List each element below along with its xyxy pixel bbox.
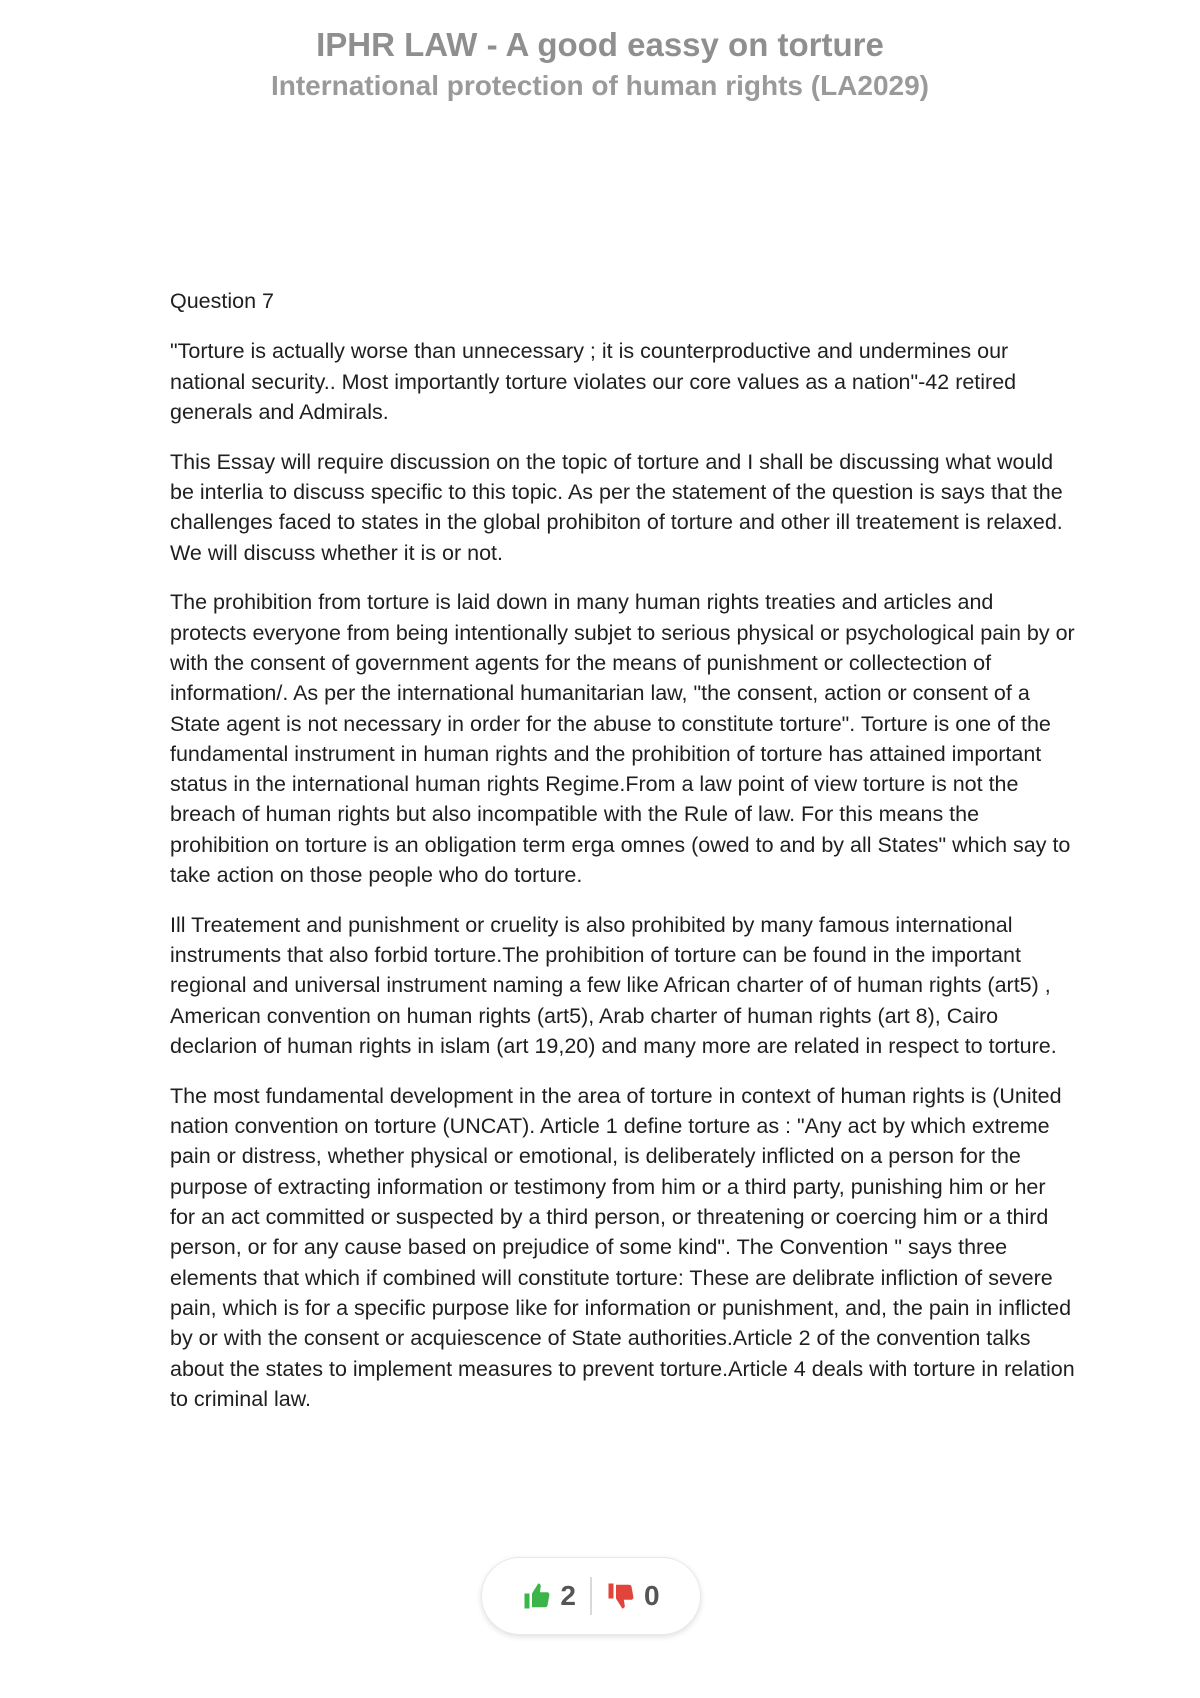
paragraph-ill-treatment: Ill Treatement and punishment or cruelity is also prohibited by many famous international instruments that also forbid torture.The prohibition of torture can be found in the important regional and universal instrument naming a few like African charter of of human rights (art5) , American convention on human rights (art5), Arab charter of human rights (art 8), Cairo declarion of human rights in islam (art 19,20) and many more are related in respect to torture. — [170, 912, 1057, 1059]
thumbs-down-icon — [606, 1581, 636, 1611]
paragraph-quote: "Torture is actually worse than unnecessary ; it is counterproductive and undermines our national security.. Most importantly torture violates our core values as a nation"-42 retired generals and Admirals. — [170, 339, 1017, 424]
vote-widget — [481, 1557, 701, 1635]
thumbs-up-icon — [522, 1581, 552, 1611]
downvote-button[interactable] — [592, 1580, 674, 1612]
question-heading: Question 7 — [170, 289, 274, 313]
upvote-count: 2 — [560, 1580, 576, 1611]
paragraph-intro: This Essay will require discussion on the topic of torture and I shall be discussing what would be interlia to discuss specific to this topic. As per the statement of the question is says that the challenges faced to states in the global prohibiton of torture and other ill treatement is relaxed. We will discuss whether it is or not. — [170, 449, 1063, 565]
paragraph-uncat: The most fundamental development in the area of torture in context of human rights is (United nation convention on torture (UNCAT). Article 1 define torture as : "Any act by which extreme pain or distress, whether physical or emotional, is deliberately inflicted on a person for the purpose of extracting information or testimony from him or a third party, punishing him or her for an act committed or suspected by a third person, or threatening or coercing him or a third person, or for any cause based on prejudice of some kind". The Convention " says three elements that which if combined will constitute torture: These are delibrate infliction of severe pain, which is for a specific purpose like for information or punishment, and, the pain in inflicted by or with the consent or acquiescence of State authorities.Article 2 of the convention talks about the states to implement measures to prevent torture.Article 4 deals with torture in relation to criminal law. — [170, 1083, 1075, 1411]
downvote-count: 0 — [644, 1580, 660, 1611]
paragraph-prohibition: The prohibition from torture is laid down in many human rights treaties and articles and protects everyone from being intentionally subjet to serious physical or psychological pain by or with the consent of government agents for the means of punishment or collectection of information/. As per the international humanitarian law, "the consent, action or consent of a State agent is not necessary in order for the abuse to constitute torture". Torture is one of the fundamental instrument in human rights and the prohibition of torture has attained important status in the international human rights Regime.From a law point of view torture is not the breach of human rights but also incompatible with the Rule of law. For this means the prohibition on torture is an obligation term erga omnes (owed to and by all States" which say to take action on those people who do torture. — [170, 590, 1075, 888]
course-subtitle: International protection of human rights (LA2029) — [270, 70, 930, 101]
document-body — [170, 286, 1075, 1434]
upvote-button[interactable] — [508, 1580, 590, 1612]
document-header — [0, 24, 1200, 106]
document-title: IPHR LAW - A good eassy on torture — [316, 26, 884, 63]
